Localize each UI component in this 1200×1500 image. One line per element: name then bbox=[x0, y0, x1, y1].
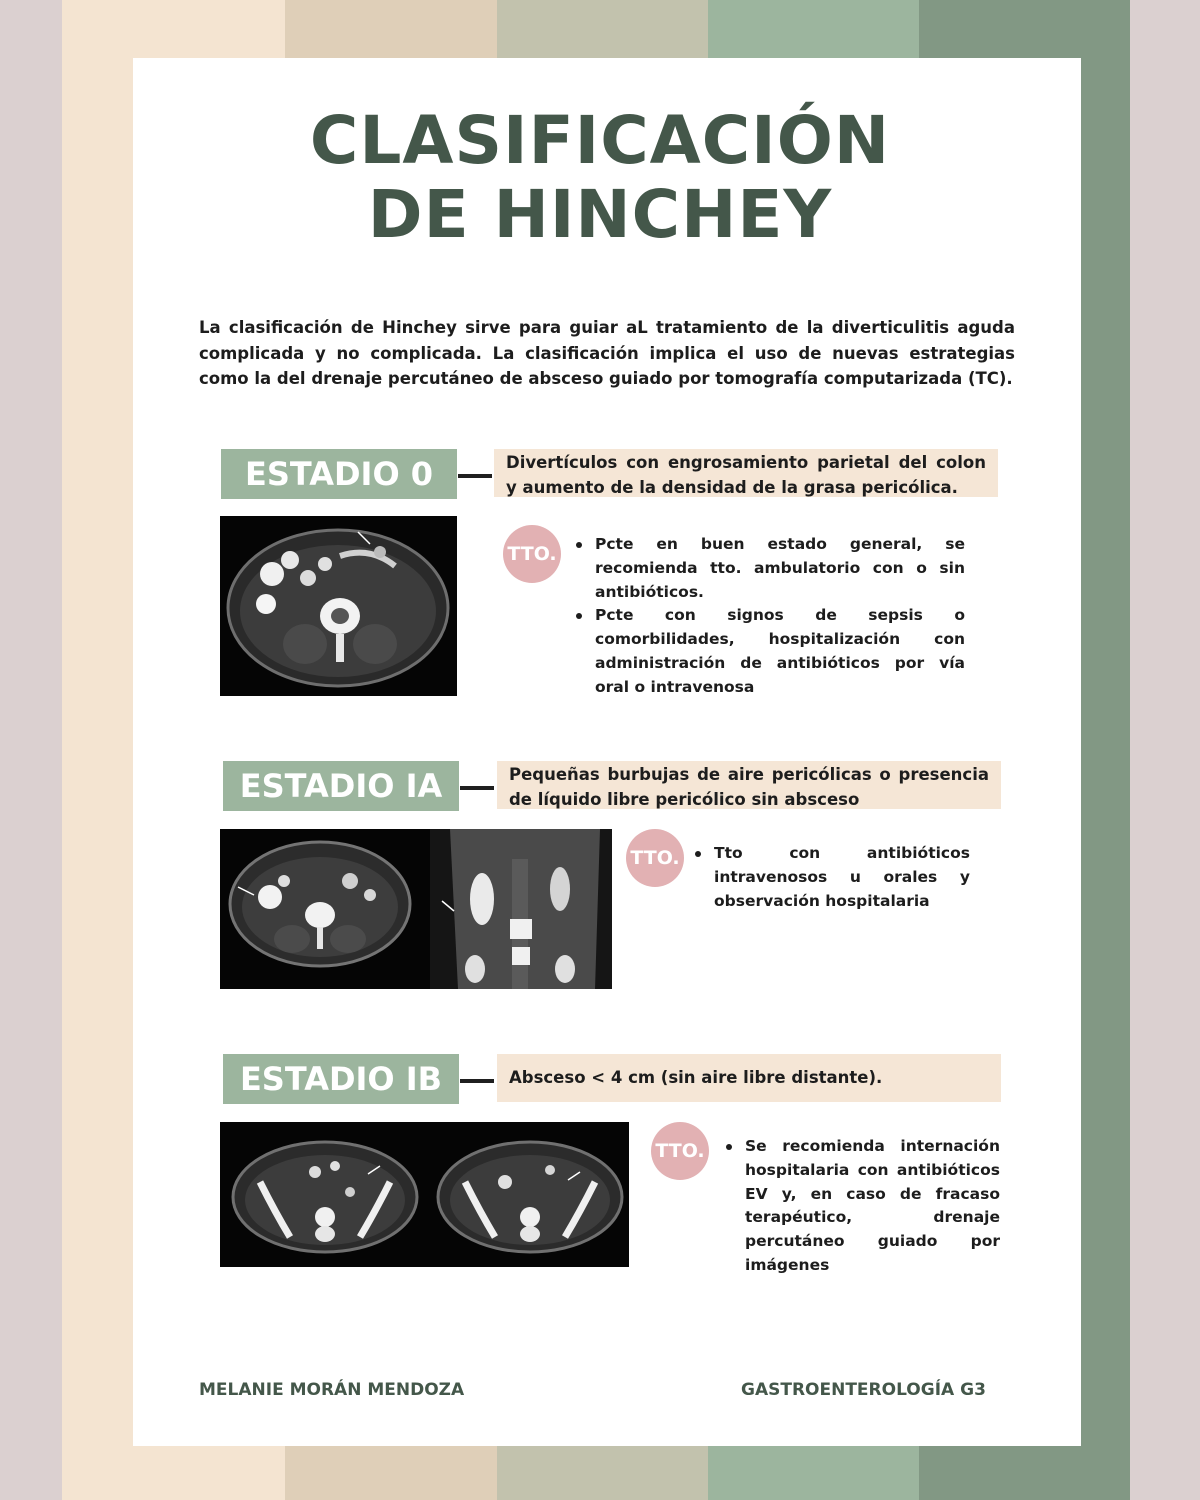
stage-ia-badge: ESTADIO IA bbox=[223, 761, 459, 811]
stage-0-description: Divertículos con engrosamiento parietal del colon y aumento de la densidad de la grasa pericólica. bbox=[494, 449, 998, 497]
stage-0-badge: ESTADIO 0 bbox=[221, 449, 457, 499]
stage-0-connector bbox=[458, 474, 492, 478]
stage-0-tto-badge: TTO. bbox=[503, 525, 561, 583]
list-item: Tto con antibióticos intravenosos u orales y observación hospitalaria bbox=[692, 842, 970, 913]
footer-author: MELANIE MORÁN MENDOZA bbox=[199, 1380, 465, 1400]
stage-ib-treatment-list bbox=[723, 1135, 1000, 1278]
stage-ia-ct-scan-image bbox=[220, 829, 612, 989]
stage-ia-tto-badge: TTO. bbox=[626, 829, 684, 887]
stage-ia-connector bbox=[460, 786, 494, 790]
stage-ib-connector bbox=[460, 1079, 494, 1083]
page-title-line-2: DE HINCHEY bbox=[367, 176, 833, 253]
page-title-line-1: CLASIFICACIÓN bbox=[309, 102, 891, 179]
stage-ia-description: Pequeñas burbujas de aire pericólicas o presencia de líquido libre pericólico sin absceso bbox=[497, 761, 1001, 809]
list-item: Pcte con signos de sepsis o comorbilidades, hospitalización con administración de antibióticos por vía oral o intravenosa bbox=[573, 604, 965, 699]
stage-0-treatment-list bbox=[573, 533, 965, 700]
stage-ia-treatment-list bbox=[692, 842, 970, 913]
stage-ib-description: Absceso < 4 cm (sin aire libre distante). bbox=[497, 1054, 1001, 1102]
stage-ib-ct-scan-image bbox=[220, 1122, 629, 1267]
footer-course: GASTROENTEROLOGÍA G3 bbox=[741, 1380, 986, 1400]
stage-ib-tto-badge: TTO. bbox=[651, 1122, 709, 1180]
list-item: Pcte en buen estado general, se recomienda tto. ambulatorio con o sin antibióticos. bbox=[573, 533, 965, 604]
list-item: Se recomienda internación hospitalaria con antibióticos EV y, en caso de fracaso terapéutico, drenaje percutáneo guiado por imágenes bbox=[723, 1135, 1000, 1278]
stage-0-ct-scan-image bbox=[220, 516, 457, 696]
intro-paragraph: La clasificación de Hinchey sirve para guiar aL tratamiento de la diverticulitis aguda complicada y no complicada. La clasificación implica el uso de nuevas estrategias como la del drenaje percutáneo de absceso guiado por tomografía computarizada (TC). bbox=[199, 318, 1015, 388]
stage-ib-badge: ESTADIO IB bbox=[223, 1054, 459, 1104]
